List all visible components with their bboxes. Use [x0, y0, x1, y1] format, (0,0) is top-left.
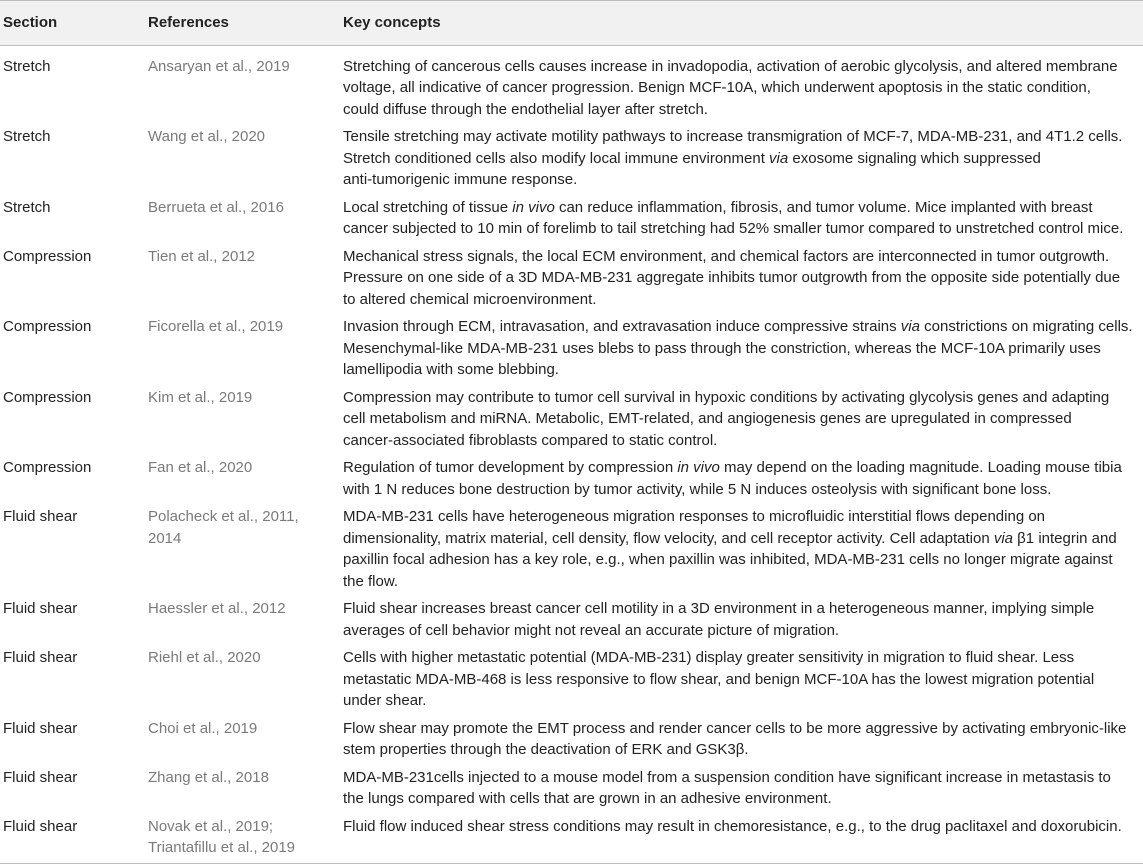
references-cell	[143, 764, 341, 813]
section-cell: Stretch	[3, 128, 51, 145]
header-references: References	[148, 14, 229, 31]
key-concepts-cell	[341, 595, 1143, 644]
key-concepts-cell	[341, 384, 1143, 455]
reference-line: Riehl et al., 2020	[148, 649, 261, 666]
concept-line: Fluid flow induced shear stress conditions may result in chemoresistance, e.g., to the drug paclitaxel and doxorubicin.	[343, 817, 1122, 835]
concept-line: Mechanical stress signals, the local ECM environment, and chemical factors are interconnected in tumor outgrowth.	[343, 247, 1110, 265]
table-row	[0, 243, 1143, 314]
header-section: Section	[3, 14, 58, 31]
references-cell	[143, 715, 341, 764]
table-row	[0, 715, 1143, 764]
references-cell	[143, 813, 341, 864]
concept-line: Local stretching of tissue in vivo can reduce inflammation, fibrosis, and tumor volume. Mice implanted with breast	[343, 198, 1093, 216]
references-cell	[143, 243, 341, 314]
section-cell: Fluid shear	[3, 719, 78, 737]
reference-line: Ficorella et al., 2019	[148, 318, 284, 335]
concept-line: Stretch conditioned cells also modify local immune environment via exosome signaling which suppressed	[343, 149, 1041, 167]
reference-line: Ansaryan et al., 2019	[148, 57, 290, 75]
concept-line: Pressure on one side of a 3D MDA-MB-231 aggregate inhibits tumor outgrowth from the opposite side potentially due	[343, 269, 1121, 286]
key-concepts-cell	[341, 313, 1143, 384]
concept-line: paxillin focal adhesion has a key role, e.g., when paxillin was inhibited, MDA-MB-231 cells no longer migrate against	[343, 551, 1113, 568]
reference-line: Choi et al., 2019	[148, 719, 258, 737]
header-row	[0, 1, 1143, 46]
section-cell: Fluid shear	[3, 508, 78, 525]
key-concepts-cell	[341, 503, 1143, 595]
key-concepts-cell	[341, 813, 1143, 864]
concept-line: Stretching of cancerous cells causes increase in invadopodia, activation of aerobic glycolysis, and altered membrane	[343, 57, 1118, 75]
concept-line: MDA-MB-231cells injected to a mouse model from a suspension condition have significant increase in metastasis to	[343, 768, 1111, 786]
concept-line: Tensile stretching may activate motility pathways to increase transmigration of MCF-7, MDA-MB-231, and 4T1.2 cells.	[343, 128, 1123, 145]
concept-line: Mesenchymal-like MDA-MB-231 uses blebs to pass through the constriction, whereas the MCF-10A primarily uses	[343, 339, 1101, 357]
reference-line: Wang et al., 2020	[148, 128, 266, 145]
reference-line: Kim et al., 2019	[148, 388, 253, 406]
references-cell	[143, 503, 341, 595]
reference-line: Fan et al., 2020	[148, 459, 253, 476]
references-cell	[143, 454, 341, 503]
table-row	[0, 45, 1143, 123]
concept-line: voltage, all indicative of cancer progression. Benign MCF-10A, which underwent apoptosis in the static condition,	[343, 79, 1091, 96]
concept-line: Flow shear may promote the EMT process and render cancer cells to be more aggressive by activating embryonic-like	[343, 719, 1127, 737]
key-concepts-cell	[341, 764, 1143, 813]
concept-line: anti-tumorigenic immune response.	[343, 171, 578, 188]
key-concepts-cell	[341, 715, 1143, 764]
section-cell: Fluid shear	[3, 817, 78, 835]
key-concepts-cell	[341, 243, 1143, 314]
concept-line: Compression may contribute to tumor cell survival in hypoxic conditions by activating glycolysis genes and adapting	[343, 388, 1110, 406]
section-cell: Compression	[3, 459, 92, 476]
references-cell	[143, 45, 341, 123]
table-row	[0, 313, 1143, 384]
table-row	[0, 503, 1143, 595]
reference-line: 2014	[148, 529, 182, 547]
table-row	[0, 123, 1143, 194]
reference-line: Berrueta et al., 2016	[148, 198, 284, 216]
concept-line: the lungs compared with cells that are grown in an adhesive environment.	[343, 790, 832, 807]
table-body	[0, 45, 1143, 863]
table-row	[0, 764, 1143, 813]
references-cell	[143, 313, 341, 384]
key-concepts-cell	[341, 454, 1143, 503]
section-cell: Fluid shear	[3, 768, 78, 786]
concept-line: cancer-associated fibroblasts compared to static control.	[343, 431, 718, 449]
concept-line: Invasion through ECM, intravasation, and extravasation induce compressive strains via constrictions on migrating cells.	[343, 318, 1133, 335]
section-cell: Stretch	[3, 198, 51, 216]
section-cell: Fluid shear	[3, 600, 78, 617]
key-concepts-cell	[341, 644, 1143, 715]
concept-line: Fluid shear increases breast cancer cell motility in a 3D environment in a heterogeneous manner, implying simple	[343, 600, 1095, 617]
table-row	[0, 644, 1143, 715]
header-key-concepts: Key concepts	[343, 14, 441, 31]
references-cell	[143, 194, 341, 243]
section-cell: Compression	[3, 318, 92, 335]
concept-line: cell metabolism and miRNA. Metabolic, EMT-related, and angiogenesis genes are upregulated in compressed	[343, 410, 1072, 427]
reference-line: Haessler et al., 2012	[148, 600, 286, 617]
concept-line: Regulation of tumor development by compression in vivo may depend on the loading magnitude. Loading mouse tibia	[343, 459, 1122, 476]
reference-line: Tien et al., 2012	[148, 247, 256, 265]
table-row	[0, 813, 1143, 864]
concept-line: to altered chemical microenvironment.	[343, 290, 597, 308]
references-cell	[143, 595, 341, 644]
reference-line: Zhang et al., 2018	[148, 768, 269, 786]
section-cell: Compression	[3, 388, 92, 406]
reference-line: Triantafillu et al., 2019	[148, 839, 296, 856]
concept-line: cancer subjected to 10 min of forelimb to tail stretching had 52% smaller tumor compared to unstretched control mice.	[343, 220, 1124, 237]
table-row	[0, 384, 1143, 455]
table-row	[0, 595, 1143, 644]
concept-line: the flow.	[343, 572, 399, 590]
key-concepts-cell	[341, 194, 1143, 243]
concept-line: Cells with higher metastatic potential (MDA-MB-231) display greater sensitivity in migration to fluid shear. Less	[343, 649, 1075, 666]
concept-line: under shear.	[343, 692, 427, 709]
references-cell	[143, 384, 341, 455]
references-cell	[143, 644, 341, 715]
concept-line: metastatic MDA-MB-468 is less responsive to flow shear, and benign MCF-10A has the lowest migration potential	[343, 670, 1095, 688]
key-concepts-cell	[341, 123, 1143, 194]
key-concepts-cell	[341, 45, 1143, 123]
section-cell: Fluid shear	[3, 649, 78, 666]
references-cell	[143, 123, 341, 194]
concept-line: lamellipodia with some blebbing.	[343, 361, 559, 378]
concept-line: averages of cell behavior might not reveal an accurate picture of migration.	[343, 621, 840, 639]
table-header	[0, 1, 1143, 46]
concept-line: could diffuse through the endothelial layer after stretch.	[343, 100, 708, 118]
concept-line: with 1 N reduces bone destruction by tumor activity, while 5 N induces osteolysis with significant bone loss.	[343, 480, 1052, 498]
reference-line: Polacheck et al., 2011,	[148, 508, 299, 525]
concept-line: MDA-MB-231 cells have heterogeneous migration responses to microfluidic interstitial flows depending on	[343, 508, 1046, 525]
table-row	[0, 194, 1143, 243]
concept-line: stem properties through the deactivation of ERK and GSK3β.	[343, 741, 749, 758]
concept-line: dimensionality, matrix material, cell density, flow velocity, and cell receptor activity. Cell adaptation via β1 integrin and	[343, 529, 1117, 547]
table-row	[0, 454, 1143, 503]
section-cell: Stretch	[3, 57, 51, 75]
section-cell: Compression	[3, 247, 92, 265]
reference-line: Novak et al., 2019;	[148, 817, 274, 835]
